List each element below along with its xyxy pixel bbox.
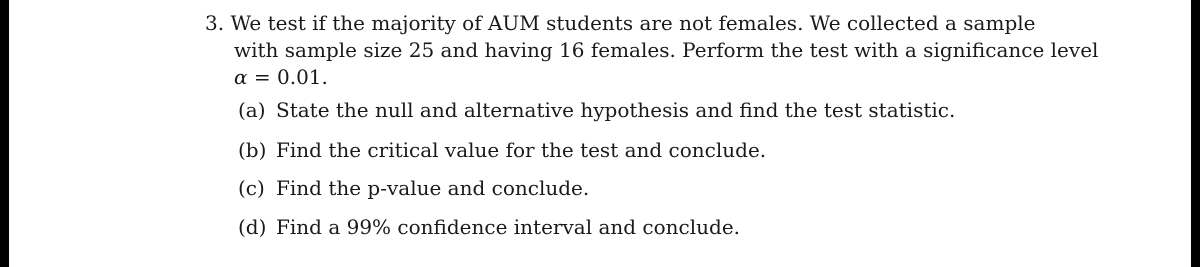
left-edge-bar [0, 0, 9, 267]
sub-question-label: (b) [238, 138, 267, 162]
problem-text-line-1: We test if the majority of AUM students are not females. We collected a sample [230, 11, 1036, 35]
problem-number: 3. [205, 11, 225, 35]
problem-line-3 [234, 64, 328, 90]
sub-question-b [238, 137, 766, 163]
sub-question-label: (a) [238, 98, 266, 122]
problem-line-1 [205, 10, 1035, 36]
sub-question-text: Find the p-value and conclude. [276, 176, 590, 200]
sub-question-label: (d) [238, 215, 267, 239]
right-edge-bar [1191, 0, 1200, 267]
sub-question-text: State the null and alternative hypothesis and find the test statistic. [276, 98, 956, 122]
sub-question-text: Find the critical value for the test and conclude. [276, 138, 767, 162]
sub-question-d [238, 214, 740, 240]
alpha-value: = 0.01. [247, 65, 328, 89]
alpha-symbol: α [234, 65, 248, 89]
sub-question-text: Find a 99% confidence interval and conclude. [276, 215, 741, 239]
problem-line-2: with sample size 25 and having 16 females. Perform the test with a significance level [234, 38, 1099, 62]
sub-question-label: (c) [238, 176, 265, 200]
sub-question-c [238, 175, 589, 201]
sub-question-a [238, 97, 955, 123]
